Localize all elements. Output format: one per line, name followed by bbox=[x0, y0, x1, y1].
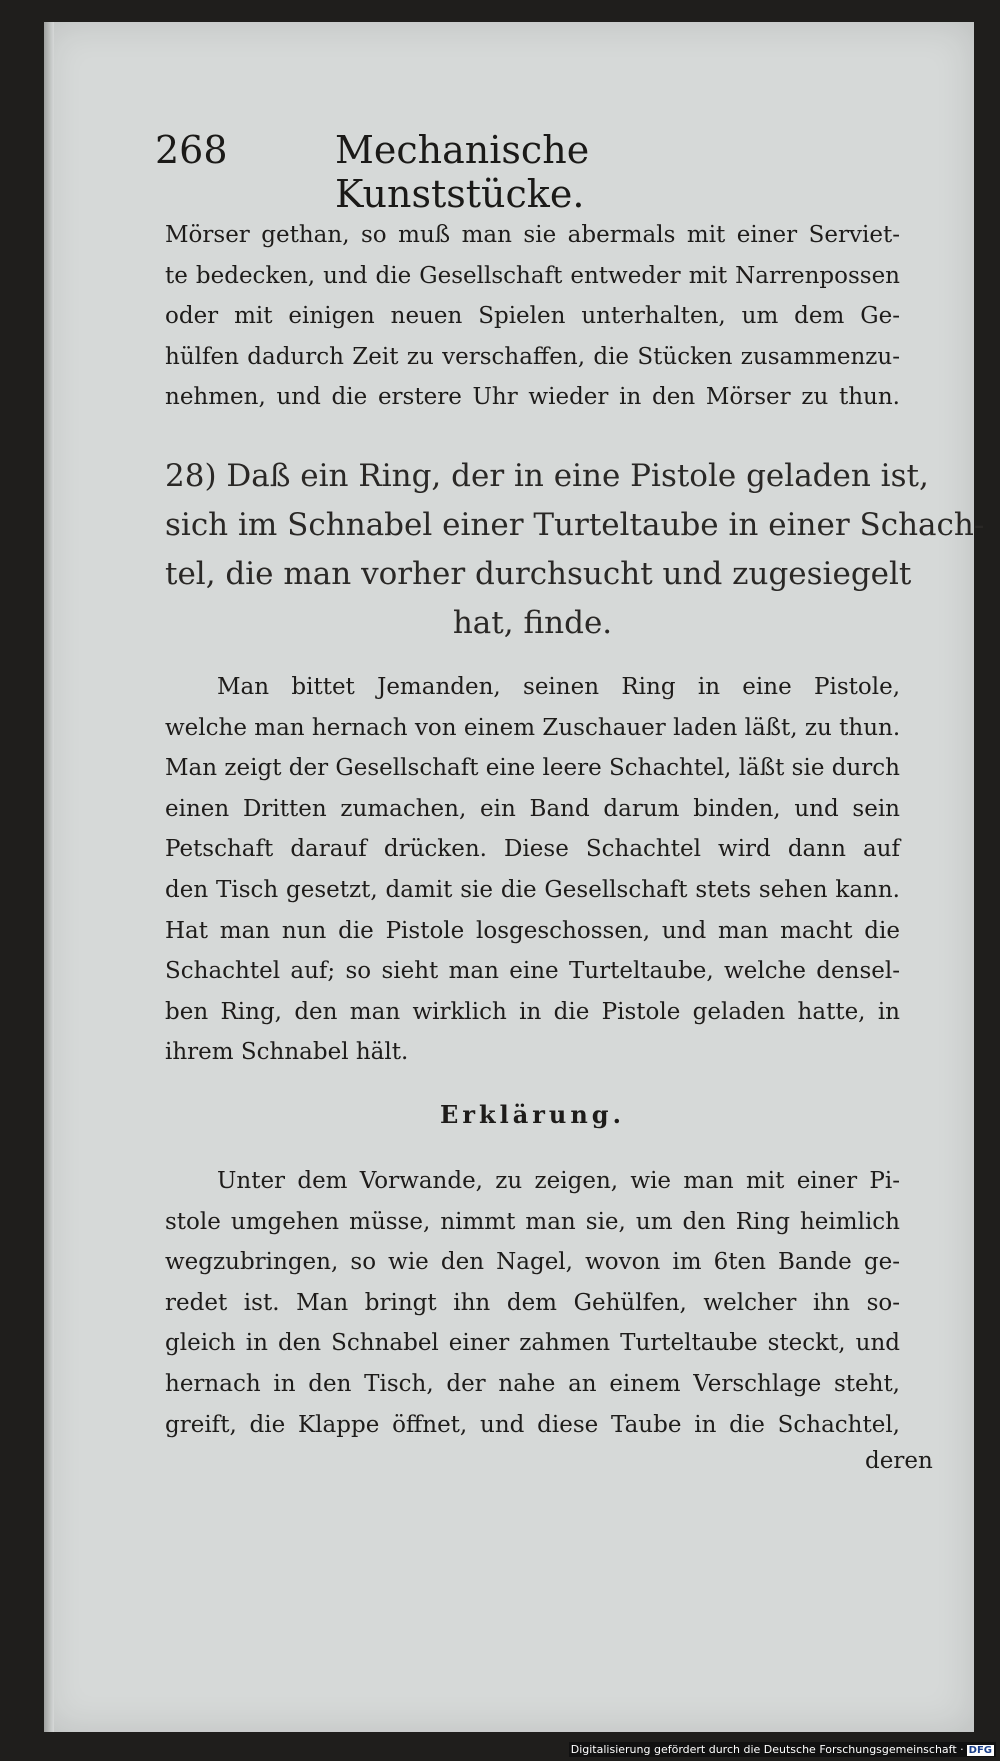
text-line: nehmen, und die erstere Uhr wieder in den Mörser zu thun. bbox=[165, 384, 900, 411]
text-line: gleich in den Schnabel einer zahmen Turteltaube steckt, und bbox=[165, 1330, 900, 1357]
heading-line: hat, finde. bbox=[452, 605, 613, 641]
running-title: Mechanische Kunststücke. bbox=[335, 128, 590, 216]
text-line: Hat man nun die Pistole losgeschossen, und man macht die bbox=[165, 917, 900, 944]
text-line: den Tisch gesetzt, damit sie die Gesellschaft stets sehen kann. bbox=[165, 876, 900, 903]
text-line: stole umgehen müsse, nimmt man sie, um den Ring heimlich bbox=[165, 1208, 900, 1235]
text-line: einen Dritten zumachen, ein Band darum binden, und sein bbox=[165, 795, 900, 822]
page-number: 268 bbox=[155, 128, 228, 172]
paragraph-description bbox=[165, 667, 900, 1073]
text-line: greift, die Klappe öffnet, und diese Taube in die Schachtel, bbox=[165, 1411, 900, 1438]
text-line: Unter dem Vorwande, zu zeigen, wie man mit einer Pi- bbox=[217, 1168, 900, 1194]
text-line: redet ist. Man bringt ihn dem Gehülfen, welcher ihn so- bbox=[165, 1289, 900, 1316]
text-line: te bedecken, und die Gesellschaft entweder mit Narrenpossen bbox=[165, 262, 900, 289]
text-line: hernach in den Tisch, der nahe an einem Verschlage steht, bbox=[165, 1370, 900, 1397]
text-line: wegzubringen, so wie den Nagel, wovon im 6ten Bande ge- bbox=[165, 1249, 900, 1276]
catchword: deren bbox=[865, 1448, 933, 1474]
explanation-heading: Erklärung. bbox=[440, 1100, 625, 1129]
paragraph-explanation bbox=[165, 1161, 900, 1445]
dfg-logo: DFG bbox=[968, 1745, 992, 1756]
page-gutter-shadow bbox=[44, 22, 54, 1732]
page-header bbox=[155, 128, 775, 216]
digitization-credit bbox=[569, 1742, 996, 1757]
text-line: ben Ring, den man wirklich in die Pistole geladen hatte, in bbox=[165, 998, 900, 1025]
credit-text: Digitalisierung gefördert durch die Deutsche Forschungsgemeinschaft · bbox=[570, 1743, 964, 1756]
text-line: Man zeigt der Gesellschaft eine leere Schachtel, läßt sie durch bbox=[165, 755, 900, 782]
heading-line: tel, die man vorher durchsucht und zugesiegelt bbox=[165, 556, 912, 592]
text-line: welche man hernach von einem Zuschauer laden läßt, zu thun. bbox=[165, 714, 901, 741]
text-line: ihrem Schnabel hält. bbox=[165, 1039, 409, 1066]
heading-line: 28) Daß ein Ring, der in eine Pistole geladen ist, bbox=[165, 458, 929, 494]
text-line: Man bittet Jemanden, seinen Ring in eine Pistole, bbox=[217, 674, 900, 700]
text-line: Mörser gethan, so muß man sie abermals mit einer Serviet- bbox=[165, 222, 900, 248]
text-line: Schachtel auf; so sieht man eine Turteltaube, welche densel- bbox=[165, 958, 900, 985]
paragraph-continuation bbox=[165, 215, 900, 418]
text-line: hülfen dadurch Zeit zu verschaffen, die Stücken zusammenzu- bbox=[165, 343, 900, 370]
text-line: oder mit einigen neuen Spielen unterhalten, um dem Ge- bbox=[165, 303, 900, 330]
heading-line: sich im Schnabel einer Turteltaube in einer Schach- bbox=[165, 507, 985, 543]
section-heading bbox=[165, 452, 985, 648]
text-line: Petschaft darauf drücken. Diese Schachtel wird dann auf bbox=[165, 836, 900, 863]
